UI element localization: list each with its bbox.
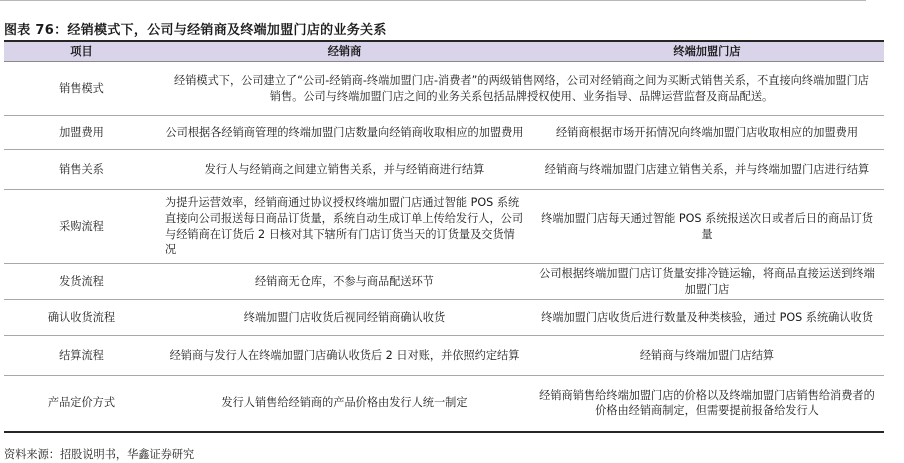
row-item: 加盟费用 xyxy=(4,116,159,150)
row-item: 采购流程 xyxy=(4,190,159,264)
header-item: 项目 xyxy=(4,41,159,62)
header-store: 终端加盟门店 xyxy=(530,41,884,62)
row-store-cell: 终端加盟门店每天通过智能 POS 系统报送次日或者后日的商品订货量 xyxy=(530,190,884,264)
table-row xyxy=(4,62,884,116)
row-item: 发货流程 xyxy=(4,264,159,300)
row-store-cell: 经销商销售给终端加盟门店的价格以及终端加盟门店销售给消费者的价格由经销商制定，但需要提前报备给发行人 xyxy=(530,376,884,432)
row-dealer-cell: 经销商无仓库，不参与商品配送环节 xyxy=(159,264,530,300)
table-header-row xyxy=(4,41,884,62)
row-store-cell: 经销商与终端加盟门店建立销售关系，并与终端加盟门店进行结算 xyxy=(530,150,884,190)
figure-title: 图表 76：经销模式下，公司与经销商及终端加盟门店的业务关系 xyxy=(4,23,387,38)
row-dealer-cell: 为提升运营效率，经销商通过协议授权终端加盟门店通过智能 POS 系统直接向公司报送每日商品订货量，系统自动生成订单上传给发行人，公司与经销商在订货后 2 日核对其下辖所有门店订货当天的订货量及交货情况 xyxy=(159,190,530,264)
row-dealer-cell: 发行人与经销商之间建立销售关系，并与经销商进行结算 xyxy=(159,150,530,190)
row-store-cell: 终端加盟门店收货后进行数量及种类核验，通过 POS 系统确认收货 xyxy=(530,300,884,336)
source-note: 资料来源：招股说明书，华鑫证券研究 xyxy=(4,448,195,461)
row-item: 确认收货流程 xyxy=(4,300,159,336)
row-item: 销售关系 xyxy=(4,150,159,190)
table-row xyxy=(4,116,884,150)
table-row xyxy=(4,190,884,264)
row-store-cell: 公司根据终端加盟门店订货量安排冷链运输，将商品直接运送到终端加盟门店 xyxy=(530,264,884,300)
header-dealer: 经销商 xyxy=(159,41,530,62)
row-item: 结算流程 xyxy=(4,336,159,376)
table-row xyxy=(4,300,884,336)
relationship-table xyxy=(4,40,884,433)
table-row xyxy=(4,264,884,300)
table-row xyxy=(4,376,884,432)
table-row xyxy=(4,150,884,190)
row-item: 销售模式 xyxy=(4,62,159,116)
row-dealer-cell: 终端加盟门店收货后视同经销商确认收货 xyxy=(159,300,530,336)
row-store-cell: 经销商根据市场开拓情况向终端加盟门店收取相应的加盟费用 xyxy=(530,116,884,150)
top-rule xyxy=(0,0,866,1)
row-dealer-cell: 公司根据各经销商管理的终端加盟门店数量向经销商收取相应的加盟费用 xyxy=(159,116,530,150)
table-row xyxy=(4,336,884,376)
row-merged-cell: 经销模式下，公司建立了“公司-经销商-终端加盟门店-消费者”的两级销售网络，公司对经销商之间为买断式销售关系，不直接向终端加盟门店销售。公司与终端加盟门店之间的业务关系包括品牌授权使用、业务指导、品牌运营监督及商品配送。 xyxy=(159,62,884,116)
row-store-cell: 经销商与终端加盟门店结算 xyxy=(530,336,884,376)
row-dealer-cell: 发行人销售给经销商的产品价格由发行人统一制定 xyxy=(159,376,530,432)
row-dealer-cell: 经销商与发行人在终端加盟门店确认收货后 2 日对账，并依照约定结算 xyxy=(159,336,530,376)
row-item: 产品定价方式 xyxy=(4,376,159,432)
